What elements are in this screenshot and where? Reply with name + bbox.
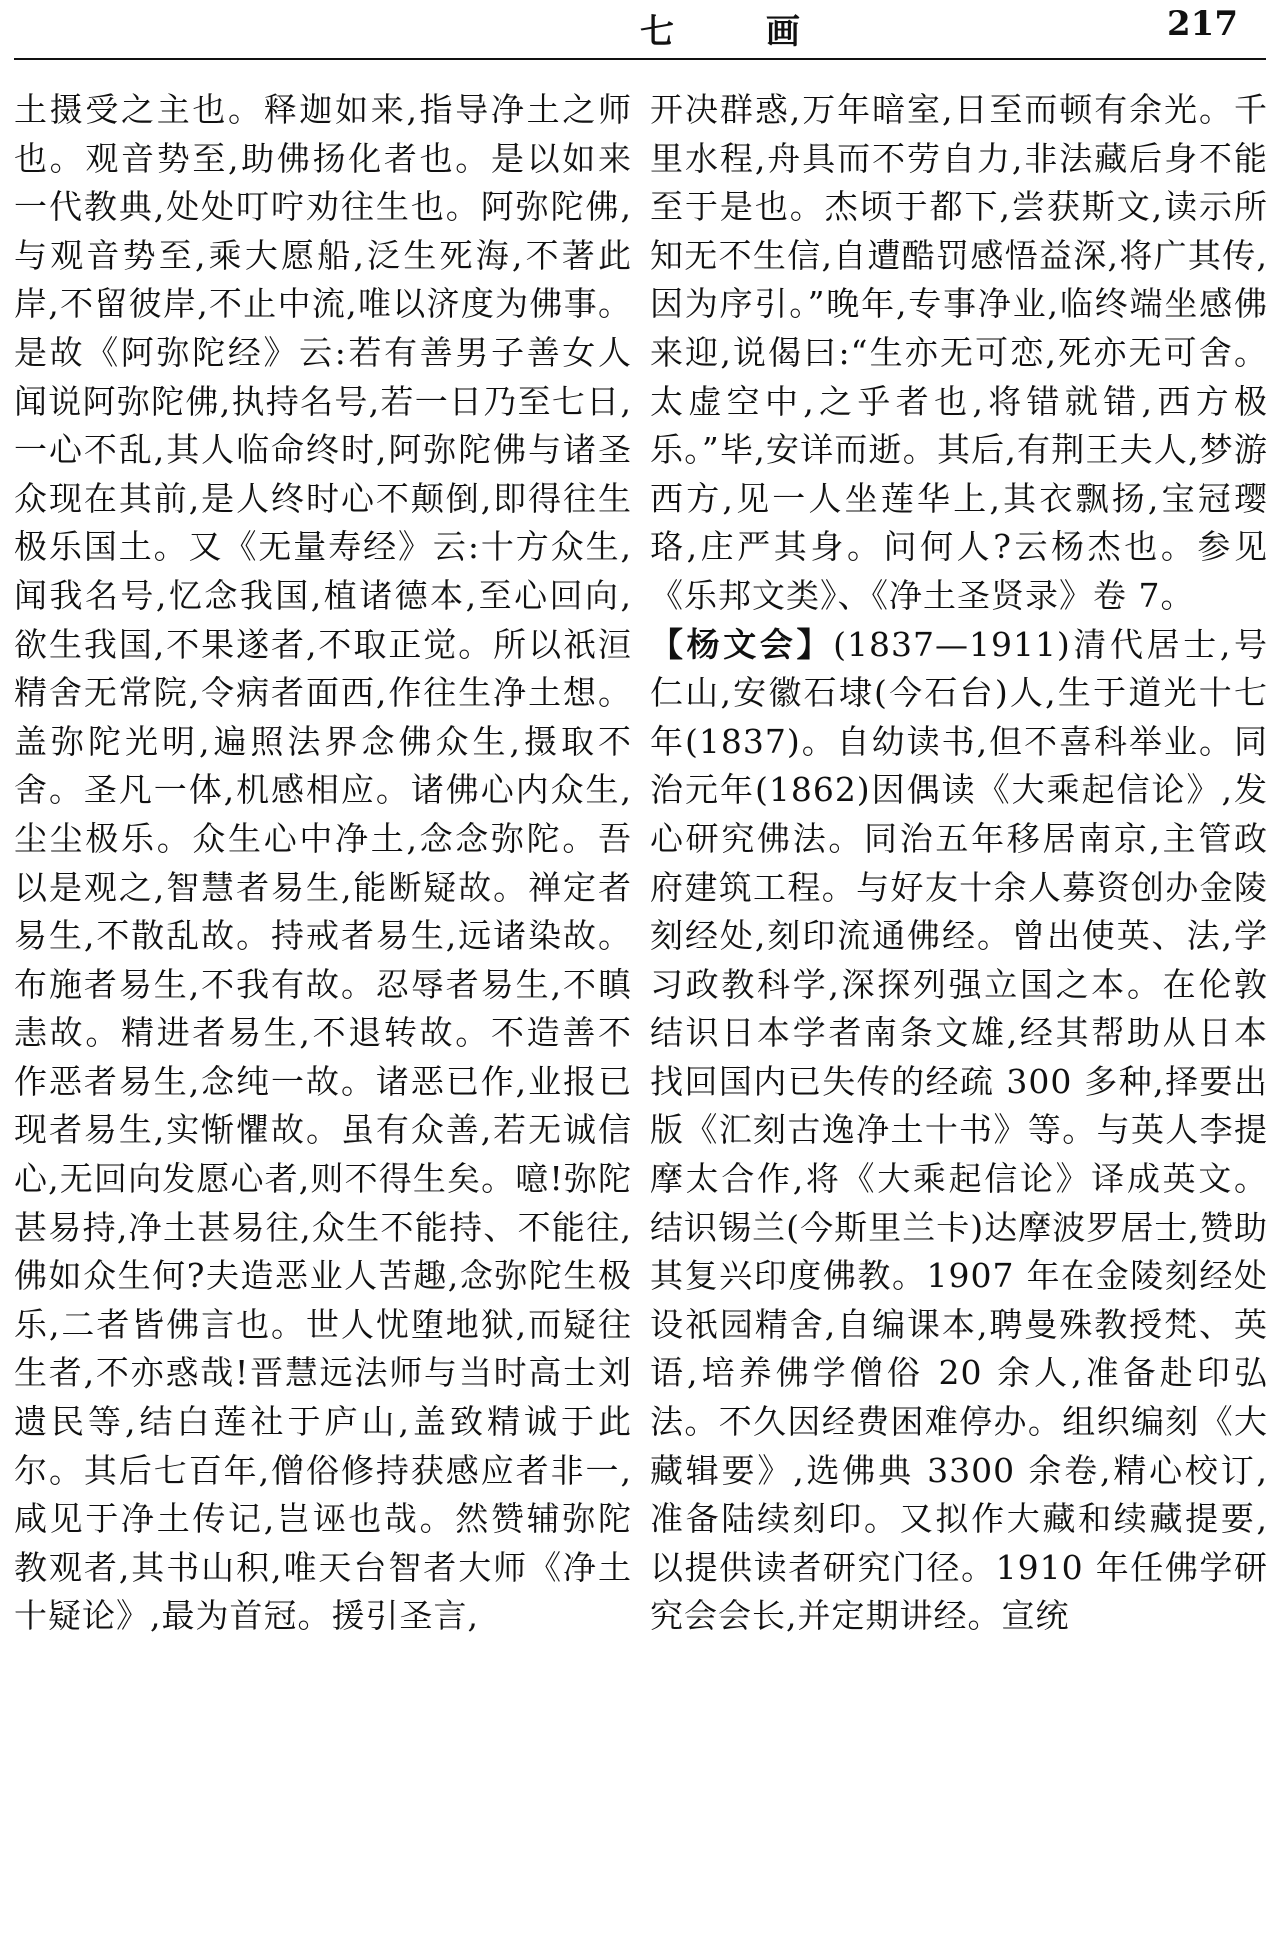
- right-column-continued-text: 开决群惑,万年暗室,日至而顿有余光。千里水程,舟具而不劳自力,非法藏后身不能至于是也。杰顷于都下,尝获斯文,读示所知无不生信,自遭酷罚感悟益深,将广其传,因为序引。”晚年,专事净业,临终端坐感佛来迎,说偈曰:“生亦无可恋,死亦无可舍。太虚空中,之乎者也,将错就错,西方极乐。”毕,安详而逝。其后,有荆王夫人,梦游西方,见一人坐莲华上,其衣飘扬,宝冠璎珞,庄严其身。问何人?云杨杰也。参见《乐邦文类》、《净土圣贤录》卷 7。: [650, 90, 1268, 615]
- left-column: [14, 86, 632, 1641]
- entry-text: (1837—1911)清代居士,号仁山,安徽石埭(今石台)人,生于道光十七年(1837)。自幼读书,但不喜科举业。同治元年(1862)因偶读《大乘起信论》,发心研究佛法。同治五年移居南京,主管政府建筑工程。与好友十余人募资创办金陵刻经处,刻印流通佛经。曾出使英、法,学习政教科学,深探列强立国之本。在伦敦结识日本学者南条文雄,经其帮助从日本找回国内已失传的经疏 300 多种,择要出版《汇刻古逸净土十书》等。与英人李提摩太合作,将《大乘起信论》译成英文。结识锡兰(今斯里兰卡)达摩波罗居士,赞助其复兴印度佛教。1907 年在金陵刻经处设祇园精舍,自编课本,聘曼殊教授梵、英语,培养佛学僧俗 20 余人,准备赴印弘法。不久因经费困难停办。组织编刻《大藏辑要》,选佛典 3300 余卷,精心校订,准备陆续刻印。又拟作大藏和续藏提要,以提供读者研究门径。1910 年任佛学研究会会长,并定期讲经。宣统: [650, 624, 1268, 1636]
- left-column-text: 土摄受之主也。释迦如来,指导净土之师也。观音势至,助佛扬化者也。是以如来一代教典,处处叮咛劝往生也。阿弥陀佛,与观音势至,乘大愿船,泛生死海,不著此岸,不留彼岸,不止中流,唯以济度为佛事。是故《阿弥陀经》云:若有善男子善女人闻说阿弥陀佛,执持名号,若一日乃至七日,一心不乱,其人临命终时,阿弥陀佛与诸圣众现在其前,是人终时心不颠倒,即得往生极乐国土。又《无量寿经》云:十方众生,闻我名号,忆念我国,植诸德本,至心回向,欲生我国,不果遂者,不取正觉。所以祇洹精舍无常院,令病者面西,作往生净土想。盖弥陀光明,遍照法界念佛众生,摄取不舍。圣凡一体,机感相应。诸佛心内众生,尘尘极乐。众生心中净土,念念弥陀。吾以是观之,智慧者易生,能断疑故。禅定者易生,不散乱故。持戒者易生,远诸染故。布施者易生,不我有故。忍辱者易生,不瞋恚故。精进者易生,不退转故。不造善不作恶者易生,念纯一故。诸恶已作,业报已现者易生,实惭懼故。虽有众善,若无诚信心,无回向发愿心者,则不得生矣。噫!弥陀甚易持,净土甚易往,众生不能持、不能往,佛如众生何?夫造恶业人苦趣,念弥陀生极乐,二者皆佛言也。世人忧堕地狱,而疑往生者,不亦惑哉!晋慧远法师与当时高士刘遗民等,结白莲社于庐山,盖致精诚于此尔。其后七百年,僧俗修持获感应者非一,咸见于净土传记,岂诬也哉。然赞辅弥陀教观者,其书山积,唯天台智者大师《净土十疑论》,最为首冠。援引圣言,: [14, 90, 632, 1636]
- entry-yang-wenhui: [650, 621, 1268, 1641]
- right-column: [650, 86, 1268, 1641]
- running-head: 七 画: [640, 12, 840, 52]
- header-rule: [14, 58, 1266, 60]
- page-number: 217: [1167, 4, 1238, 44]
- entry-title: 【杨文会】: [650, 624, 834, 664]
- page-header: [0, 0, 1280, 62]
